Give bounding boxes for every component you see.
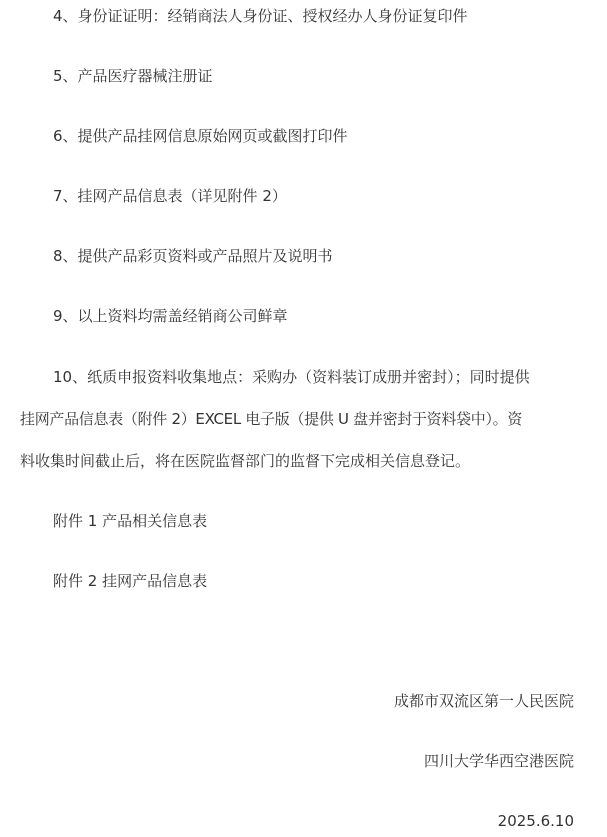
attachment-2: 附件 2 挂网产品信息表 <box>53 572 208 590</box>
list-item-9: 9、以上资料均需盖经销商公司鲜章 <box>53 307 288 325</box>
list-item-4: 4、身份证证明：经销商法人身份证、授权经办人身份证复印件 <box>53 7 468 25</box>
attachment-1: 附件 1 产品相关信息表 <box>53 512 208 530</box>
list-item-10-line-2: 挂网产品信息表（附件 2）EXCEL 电子版（提供 U 盘并密封于资料袋中）。资 <box>20 410 523 428</box>
list-item-7: 7、挂网产品信息表（详见附件 2） <box>53 187 287 205</box>
list-item-6: 6、提供产品挂网信息原始网页或截图打印件 <box>53 127 348 145</box>
list-item-10-line-1: 10、纸质申报资料收集地点：采购办（资料装订成册并密封）；同时提供 <box>53 368 530 386</box>
signature-org-1: 成都市双流区第一人民医院 <box>393 692 574 710</box>
signature-org-2: 四川大学华西空港医院 <box>423 752 574 770</box>
list-item-5: 5、产品医疗器械注册证 <box>53 67 213 85</box>
signature-date: 2025.6.10 <box>497 812 574 830</box>
list-item-8: 8、提供产品彩页资料或产品照片及说明书 <box>53 247 333 265</box>
list-item-10-line-3: 料收集时间截止后，将在医院监督部门的监督下完成相关信息登记。 <box>20 452 471 470</box>
